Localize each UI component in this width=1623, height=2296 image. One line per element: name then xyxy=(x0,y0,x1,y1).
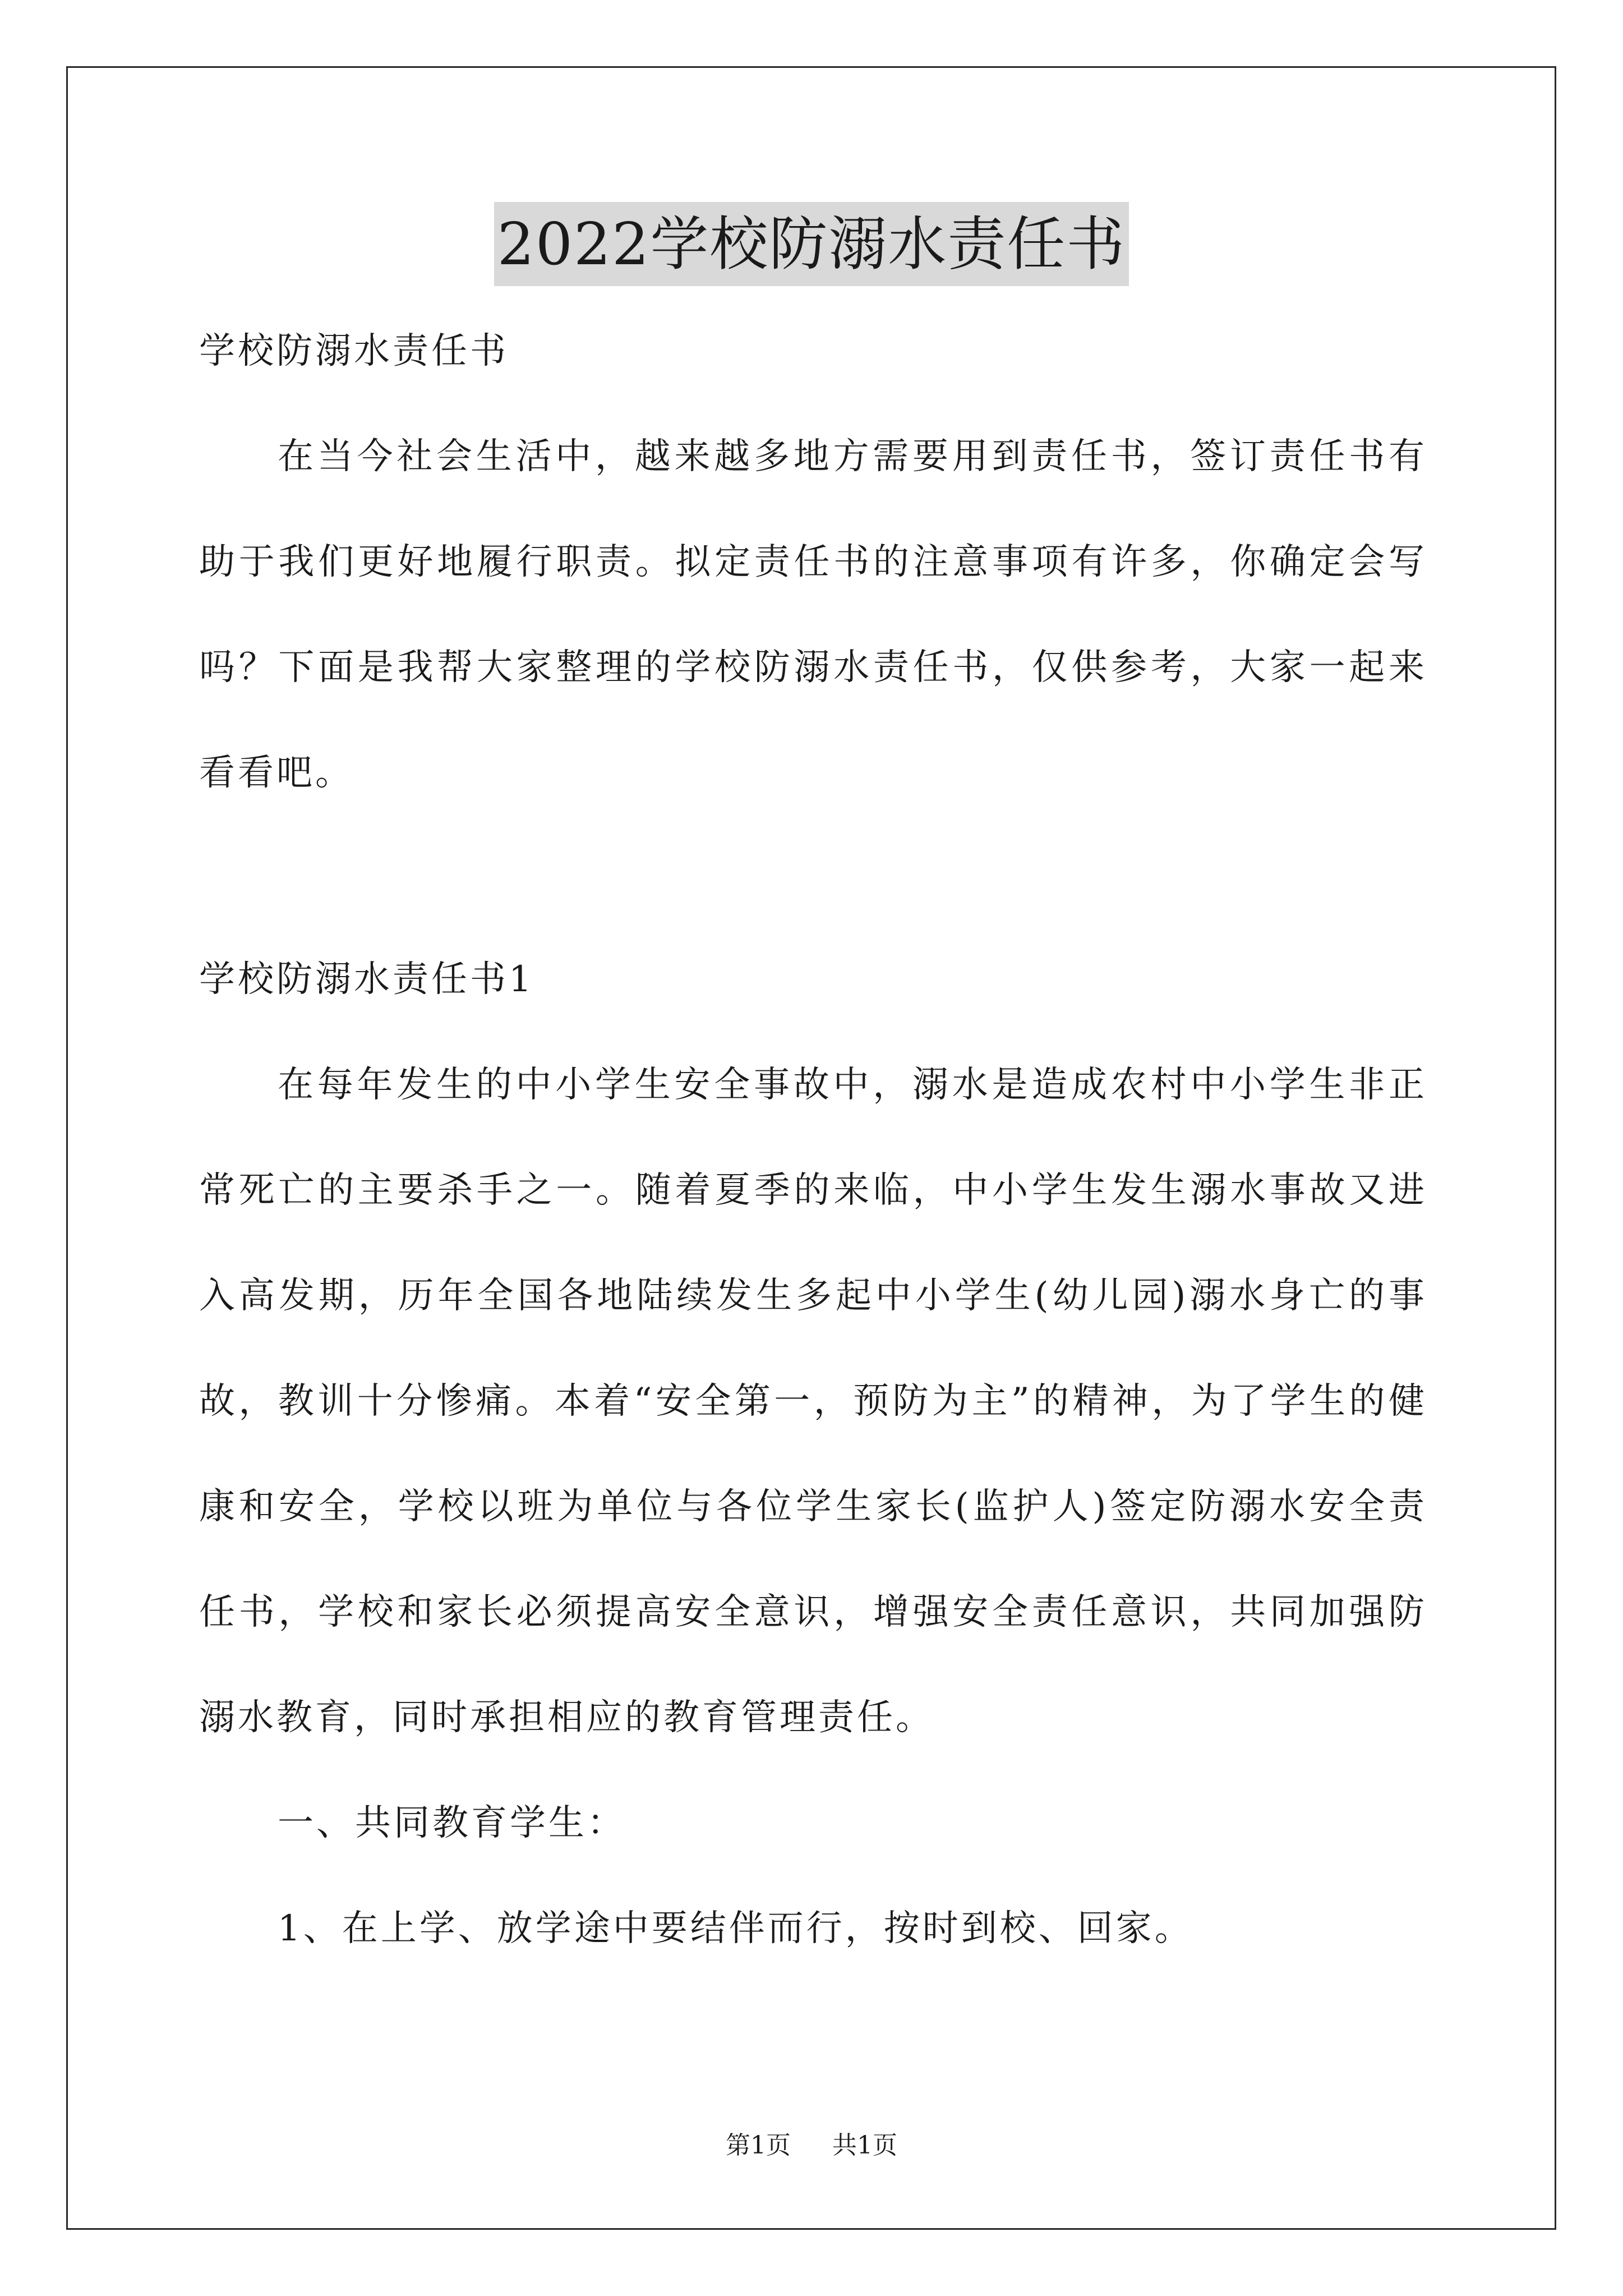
page-number-current: 第1页 xyxy=(726,2131,791,2160)
page-number-total: 共1页 xyxy=(832,2131,897,2160)
title-container xyxy=(0,202,1623,286)
body-paragraph: 在每年发生的中小学生安全事故中，溺水是造成农村中小学生非正常死亡的主要杀手之一。随着夏季的来临，中小学生发生溺水事故又进入高发期，历年全国各地陆续发生多起中小学生(幼儿园)溺水身亡的事故，教训十分惨痛。本着“安全第一，预防为主”的精神，为了学生的健康和安全，学校以班为单位与各位学生家长(监护人)签定防溺水安全责任书，学校和家长必须提高安全意识，增强安全责任意识，共同加强防溺水教育，同时承担相应的教育管理责任。 xyxy=(199,1064,1427,1738)
document-title: 2022学校防溺水责任书 xyxy=(494,202,1129,286)
list-heading: 一、共同教育学生： xyxy=(278,1802,626,1844)
section-heading: 学校防溺水责任书1 xyxy=(199,959,534,1000)
subtitle-paragraph: 学校防溺水责任书 xyxy=(199,330,509,372)
section-gap xyxy=(199,826,1427,927)
list-item: 1、在上学、放学途中要结伴而行，按时到校、回家。 xyxy=(278,1908,1193,1949)
document-body xyxy=(199,298,1427,1981)
intro-paragraph: 在当今社会生活中，越来越多地方需要用到责任书，签订责任书有助于我们更好地履行职责。拟定责任书的注意事项有许多，你确定会写吗？下面是我帮大家整理的学校防溺水责任书，仅供参考，大家一起来看看吧。 xyxy=(199,436,1427,794)
page-footer xyxy=(0,2129,1623,2162)
